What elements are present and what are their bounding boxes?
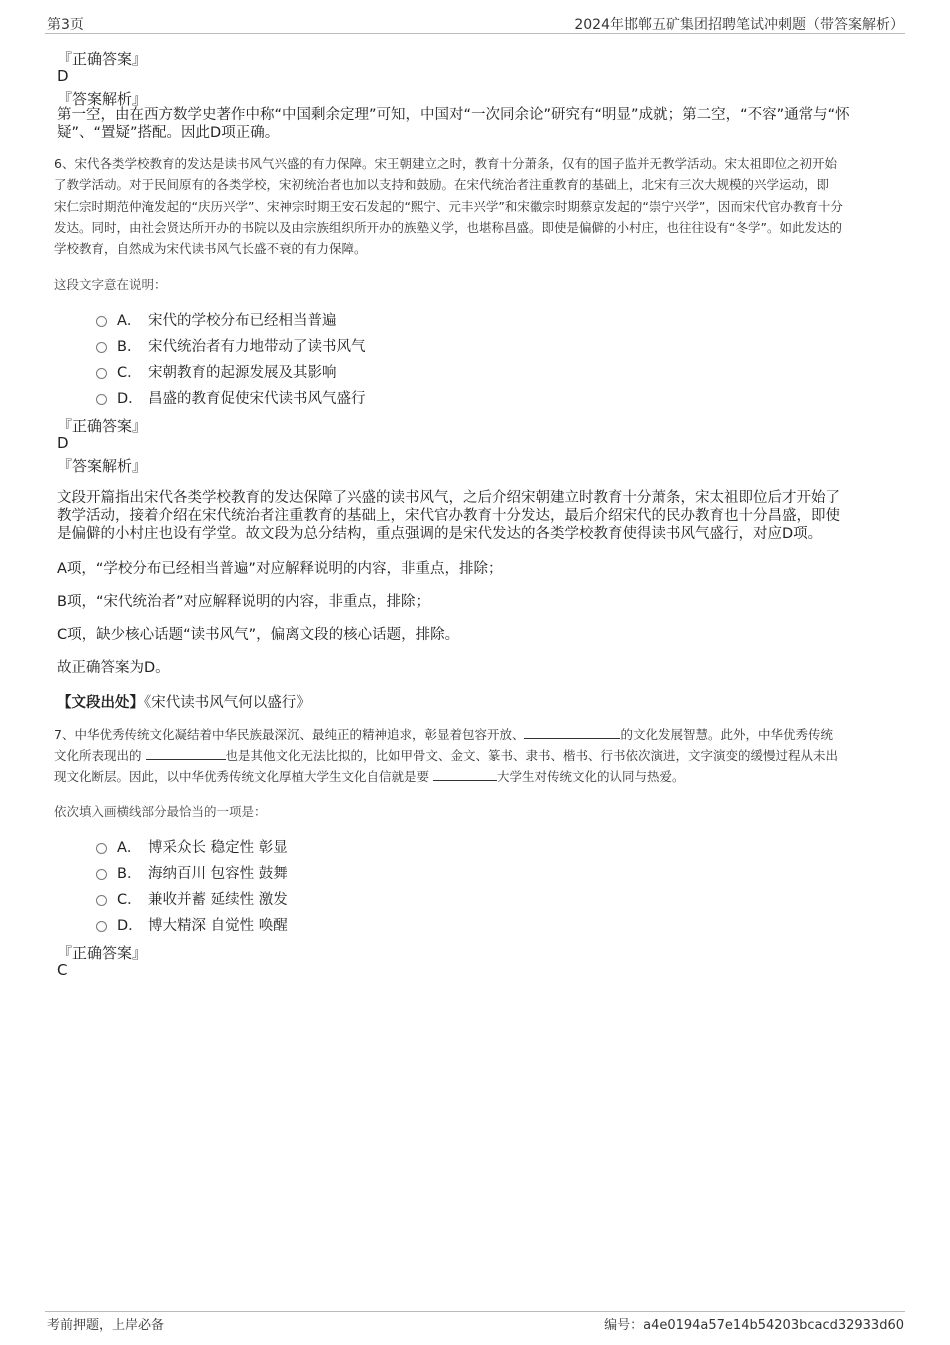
q6-item-a-explanation: A项，“学校分布已经相当普遍”对应解释说明的内容，非重点，排除； bbox=[57, 561, 503, 577]
q6-source bbox=[57, 694, 311, 713]
radio-icon[interactable] bbox=[96, 368, 107, 379]
q7-option-d[interactable] bbox=[96, 914, 288, 935]
option-text: 海纳百川 包容性 鼓舞 bbox=[148, 866, 288, 882]
blank-line bbox=[524, 726, 620, 739]
option-letter: B． bbox=[117, 339, 142, 355]
q6-option-d[interactable] bbox=[96, 387, 366, 408]
q5-analysis-label: 『答案解析』 bbox=[57, 90, 148, 108]
q5-analysis-line: 疑”、“置疑”搭配。因此D项正确。 bbox=[57, 125, 280, 141]
q6-analysis-line: 教学活动，接着介绍在宋代统治者注重教育的基础上，宋代官办教育十分发达，最后介绍宋代的民办教育也十分昌盛，即使 bbox=[57, 508, 840, 524]
q7-correct-answer-label: 『正确答案』 bbox=[57, 944, 148, 962]
q7-stem-line bbox=[54, 745, 838, 766]
blank-line bbox=[146, 747, 226, 760]
q5-correct-answer-value: D bbox=[57, 67, 69, 85]
option-text: 昌盛的教育促使宋代读书风气盛行 bbox=[148, 391, 366, 407]
blank-line bbox=[433, 768, 497, 781]
q6-prompt: 这段文字意在说明： bbox=[54, 277, 167, 292]
q6-analysis-line: 文段开篇指出宋代各类学校教育的发达保障了兴盛的读书风气，之后介绍宋朝建立时教育十分萧条，宋太祖即位后才开始了 bbox=[57, 490, 840, 506]
source-label: 【文段出处】 bbox=[57, 695, 144, 711]
q6-item-c-explanation: C项，缺少核心话题“读书风气”，偏离文段的核心话题，排除。 bbox=[57, 627, 460, 643]
q5-correct-answer-label: 『正确答案』 bbox=[57, 50, 148, 68]
q7-stem-text: 现文化断层。因此，以中华优秀传统文化厚植大学生文化自信就是要 bbox=[54, 769, 430, 784]
footer-slogan: 考前押题，上岸必备 bbox=[47, 1318, 165, 1333]
q7-stem-text: 大学生对传统文化的认同与热爱。 bbox=[497, 769, 685, 784]
radio-icon[interactable] bbox=[96, 869, 107, 880]
q7-stem-text: 也是其他文化无法比拟的，比如甲骨文、金文、篆书、隶书、楷书、行书依次演进，文字演变的缓慢过程从未出 bbox=[225, 748, 839, 763]
page-number: 第3页 bbox=[47, 17, 84, 33]
q5-analysis-line: 第一空，由在西方数学史著作中称“中国剩余定理”可知，中国对“一次同余论”研究有“明显”成就；第二空，“不容”通常与“怀 bbox=[57, 107, 850, 123]
q6-option-a[interactable] bbox=[96, 309, 337, 330]
radio-icon[interactable] bbox=[96, 895, 107, 906]
header-divider bbox=[45, 33, 905, 34]
q7-option-c[interactable] bbox=[96, 888, 288, 909]
q7-prompt: 依次填入画横线部分最恰当的一项是： bbox=[54, 804, 267, 819]
q6-stem-line: 6、宋代各类学校教育的发达是读书风气兴盛的有力保障。宋王朝建立之时，教育十分萧条，仅有的国子监并无教学活动。宋太祖即位之初开始 bbox=[54, 156, 837, 171]
document-code bbox=[604, 1314, 904, 1333]
document-title: 2024年邯郸五矿集团招聘笔试冲刺题（带答案解析） bbox=[574, 17, 904, 33]
q7-correct-answer-value: C bbox=[57, 961, 68, 979]
option-letter: C． bbox=[117, 365, 142, 381]
q6-analysis-line: 是偏僻的小村庄也设有学堂。故文段为总分结构，重点强调的是宋代发达的各类学校教育使得读书风气盛行，对应D项。 bbox=[57, 526, 823, 542]
q7-stem-line bbox=[54, 724, 833, 745]
option-letter: A． bbox=[117, 840, 142, 856]
q6-stem-line: 了教学活动。对于民间原有的各类学校，宋初统治者也加以支持和鼓励。在宋代统治者注重教育的基础上，北宋有三次大规模的兴学运动，即 bbox=[54, 177, 830, 192]
code-value: a4e0194a57e14b54203bcacd32933d60 bbox=[643, 1318, 904, 1333]
q7-stem-line bbox=[54, 766, 685, 787]
q7-option-b[interactable] bbox=[96, 862, 288, 883]
q6-conclusion: 故正确答案为D。 bbox=[57, 660, 170, 676]
option-letter: D． bbox=[117, 918, 143, 934]
option-text: 宋代统治者有力地带动了读书风气 bbox=[148, 339, 366, 355]
radio-icon[interactable] bbox=[96, 316, 107, 327]
q6-stem-line: 学校教育，自然成为宋代读书风气长盛不衰的有力保障。 bbox=[54, 241, 367, 256]
option-text: 博大精深 自觉性 唤醒 bbox=[148, 918, 288, 934]
radio-icon[interactable] bbox=[96, 921, 107, 932]
option-text: 兼收并蓄 延续性 激发 bbox=[148, 892, 288, 908]
q7-stem-text: 文化所表现出的 bbox=[54, 748, 142, 763]
option-letter: C． bbox=[117, 892, 142, 908]
option-letter: B． bbox=[117, 866, 142, 882]
q6-correct-answer-value: D bbox=[57, 434, 69, 452]
radio-icon[interactable] bbox=[96, 394, 107, 405]
radio-icon[interactable] bbox=[96, 843, 107, 854]
q6-correct-answer-label: 『正确答案』 bbox=[57, 417, 148, 435]
q6-analysis-label: 『答案解析』 bbox=[57, 457, 148, 475]
q6-stem-line: 宋仁宗时期范仲淹发起的“庆历兴学”、宋神宗时期王安石发起的“熙宁、元丰兴学”和宋徽宗时期蔡京发起的“崇宁兴学”，因而宋代官办教育十分 bbox=[54, 199, 843, 214]
q7-option-a[interactable] bbox=[96, 836, 288, 857]
q6-option-b[interactable] bbox=[96, 335, 366, 356]
footer-divider bbox=[45, 1311, 905, 1312]
q7-stem-text: 的文化发展智慧。此外，中华优秀传统 bbox=[620, 727, 833, 742]
code-label: 编号： bbox=[604, 1318, 644, 1333]
source-title: 《宋代读书风气何以盛行》 bbox=[144, 695, 311, 711]
option-text: 博采众长 稳定性 彰显 bbox=[148, 840, 288, 856]
option-text: 宋代的学校分布已经相当普遍 bbox=[148, 313, 337, 329]
q7-stem-text: 7、中华优秀传统文化凝结着中华民族最深沉、最纯正的精神追求，彰显着包容开放、 bbox=[54, 727, 525, 742]
q6-stem-line: 发达。同时，由社会贤达所开办的书院以及由宗族组织所开办的族塾义学，也堪称昌盛。即使是偏僻的小村庄，也往往设有“冬学”。如此发达的 bbox=[54, 220, 842, 235]
option-letter: A． bbox=[117, 313, 142, 329]
q6-option-c[interactable] bbox=[96, 361, 337, 382]
q6-item-b-explanation: B项，“宋代统治者”对应解释说明的内容，非重点，排除； bbox=[57, 594, 430, 610]
radio-icon[interactable] bbox=[96, 342, 107, 353]
option-letter: D． bbox=[117, 391, 143, 407]
option-text: 宋朝教育的起源发展及其影响 bbox=[148, 365, 337, 381]
